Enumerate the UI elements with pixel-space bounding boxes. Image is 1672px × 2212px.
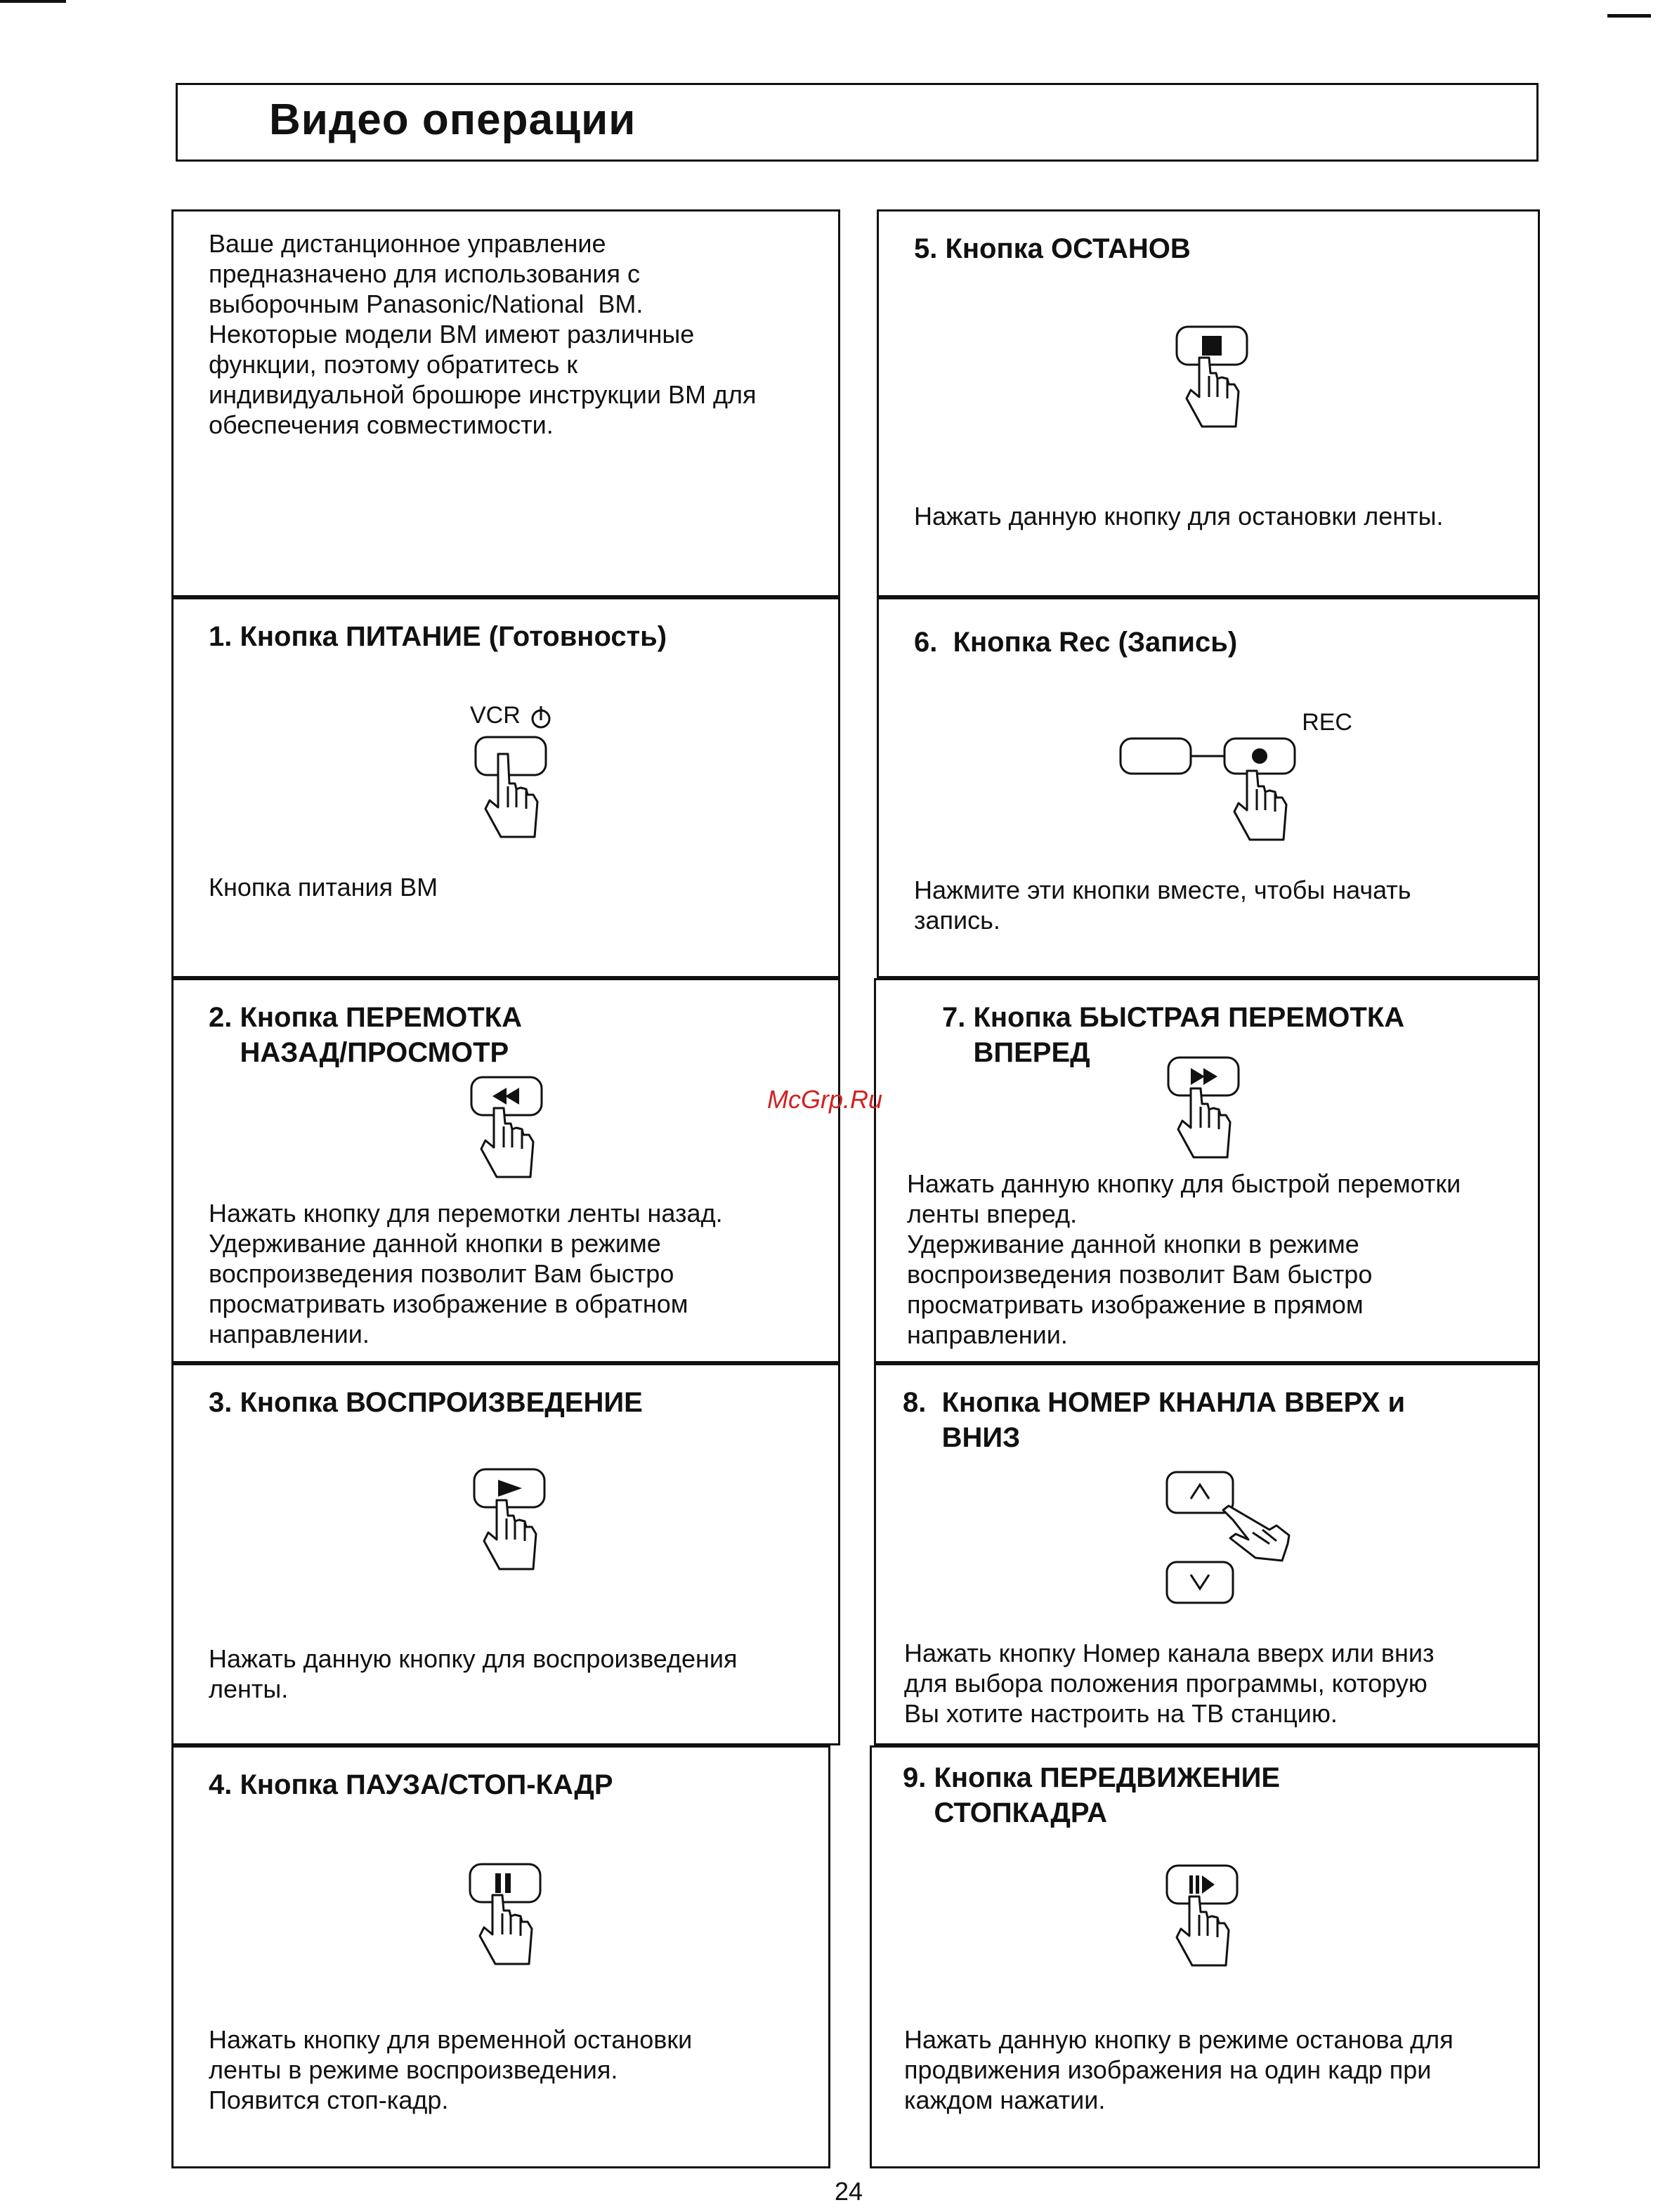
scan-corner-mark — [1607, 14, 1651, 18]
power-button — [470, 737, 547, 842]
stop-button — [1171, 327, 1248, 432]
rewind-icon — [492, 1088, 519, 1105]
section-frame — [870, 1745, 1540, 2168]
rec-left-button — [1121, 739, 1191, 774]
channel-up-button — [1167, 1472, 1233, 1513]
section-title: 6. Кнопка Rec (Запись) — [914, 627, 1238, 658]
play-icon — [498, 1480, 522, 1497]
stop-icon — [1202, 336, 1222, 356]
page-number: 24 — [835, 2177, 863, 2206]
section-stop — [877, 209, 1540, 597]
section-desc: Нажать данную кнопку для быстрой перемотки ленты вперед. Удерживание данной кнопки в режиме воспроизведения позволит Вам быстро просматривать изображение в прямом направлении. — [907, 1169, 1461, 1349]
section-title: 7. Кнопка БЫСТРАЯ ПЕРЕМОТКА ВПЕРЕД — [942, 1002, 1405, 1068]
intro-text: Ваше дистанционное управление предназначено для использования с выборочным Panasonic/National ВМ. Некоторые модели ВМ имеют различные функции, поэтому обратитесь к индивидуальной брошюре инструкции ВМ для обеспечения совместимости. — [209, 229, 757, 439]
title-box — [176, 83, 1539, 162]
frame-advance-icon — [1189, 1875, 1215, 1894]
rec-button-pair — [1118, 736, 1328, 848]
section-title: 5. Кнопка ОСТАНОВ — [914, 233, 1191, 264]
rewind-button — [466, 1077, 543, 1183]
pause-icon — [495, 1873, 511, 1893]
section-desc: Кнопка питания ВМ — [209, 873, 438, 902]
channel-down-button — [1167, 1562, 1233, 1603]
section-desc: Нажать кнопку для перемотки ленты назад. Удерживание данной кнопки в режиме воспроизведения позволит Вам быстро просматривать изображение в обратном направлении. — [209, 1199, 723, 1348]
fast-forward-icon — [1191, 1068, 1217, 1085]
section-ffwd — [874, 978, 1540, 1363]
section-power — [171, 597, 840, 978]
watermark: McGrp.Ru — [767, 1085, 883, 1114]
section-desc: Нажать данную кнопку в режиме останова для продвижения изображения на один кадр при каждом нажатии. — [904, 2025, 1454, 2114]
play-button-illustration — [469, 1469, 546, 1575]
pause-button — [464, 1864, 542, 1970]
section-title: 2. Кнопка ПЕРЕМОТКА НАЗАД/ПРОСМОТР — [209, 1002, 522, 1068]
chevron-down-icon — [1191, 1575, 1209, 1589]
vcr-label: VCR — [470, 702, 521, 729]
section-pause — [171, 1745, 830, 2168]
rewind-button-illustration — [466, 1077, 543, 1183]
section-channel — [874, 1363, 1540, 1745]
play-button — [469, 1469, 546, 1575]
record-icon — [1252, 748, 1267, 764]
section-play — [171, 1363, 840, 1745]
ffwd-button-illustration — [1163, 1058, 1240, 1163]
section-title: 8. Кнопка НОМЕР КНАНЛА ВВЕРХ и ВНИЗ — [903, 1387, 1406, 1453]
frame-advance-button — [1161, 1866, 1239, 1971]
power-icon — [529, 705, 553, 733]
page-title: Видео операции — [269, 96, 636, 144]
frame-button-illustration — [1161, 1866, 1239, 1971]
section-desc: Нажать кнопку Номер канала вверх или вниз для выбора положения программы, которую Вы хотите настроить на ТВ станцию. — [904, 1639, 1435, 1728]
section-desc: Нажмите эти кнопки вместе, чтобы начать запись. — [914, 876, 1411, 935]
stop-button-illustration — [1171, 327, 1248, 432]
section-title: 3. Кнопка ВОСПРОИЗВЕДЕНИЕ — [209, 1387, 643, 1418]
section-title: 1. Кнопка ПИТАНИЕ (Готовность) — [209, 621, 667, 652]
section-desc: Нажать кнопку для временной остановки ленты в режиме воспроизведения. Появится стоп-кадр. — [209, 2025, 693, 2114]
channel-buttons — [1164, 1471, 1305, 1611]
scan-corner-mark — [0, 0, 66, 3]
section-desc: Нажать данную кнопку для остановки ленты. — [914, 502, 1444, 531]
section-title: 4. Кнопка ПАУЗА/СТОП-КАДР — [209, 1769, 613, 1800]
rec-label: REC — [1302, 709, 1352, 736]
section-desc: Нажать данную кнопку для воспроизведения ленты. — [209, 1644, 738, 1703]
section-title: 9. Кнопка ПЕРЕДВИЖЕНИЕ СТОПКАДРА — [903, 1762, 1281, 1828]
channel-button-illustration — [1164, 1471, 1305, 1611]
section-rewind — [171, 978, 840, 1363]
chevron-up-icon — [1191, 1485, 1209, 1499]
section-rec — [877, 597, 1540, 978]
intro-panel — [171, 209, 840, 597]
pause-button-illustration — [464, 1864, 542, 1970]
ffwd-button — [1163, 1058, 1240, 1163]
